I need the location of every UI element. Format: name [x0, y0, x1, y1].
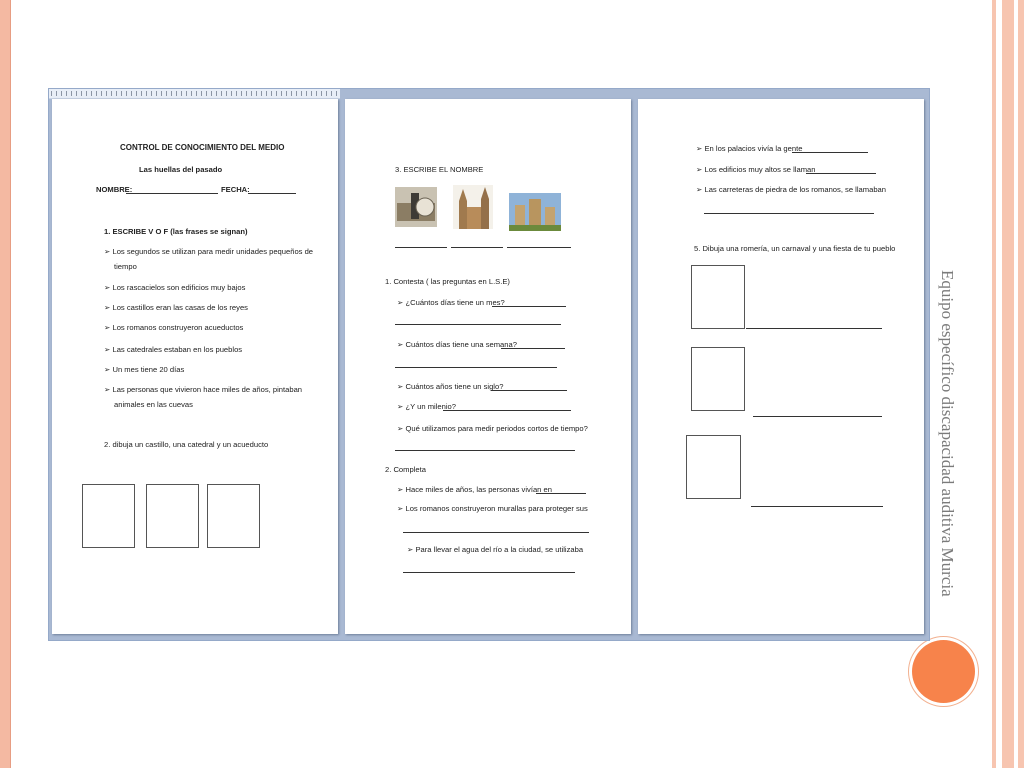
date-line — [248, 193, 296, 194]
list-item: ➢ Los castillos eran las casas de los reyes — [104, 303, 248, 312]
name-label: NOMBRE: — [96, 185, 133, 194]
answer-line — [704, 213, 874, 214]
complete-item: ➢ Para llevar el agua del río a la ciudad, se utilizaba — [407, 545, 584, 554]
answer-line — [746, 328, 882, 329]
question-item: ➢ Cuántos años tiene un siglo? — [397, 382, 504, 391]
page-3 — [638, 99, 924, 634]
answer-line — [753, 416, 882, 417]
complete-item: ➢ Los romanos construyeron murallas para proteger sus — [397, 504, 588, 513]
page-2 — [345, 99, 631, 634]
item-text: Los castillos eran las casas de los reyes — [112, 303, 248, 312]
section-3-heading: 3. ESCRIBE EL NOMBRE — [395, 165, 484, 174]
worksheet-subtitle: Las huellas del pasado — [139, 165, 223, 174]
contesta-heading: 1. Contesta ( las preguntas en L.S.E) — [385, 277, 510, 286]
answer-line — [443, 410, 571, 411]
ruler-ticks — [51, 91, 338, 96]
answer-line — [395, 367, 557, 368]
list-item: ➢ Un mes tiene 20 días — [104, 365, 185, 374]
answer-line — [395, 324, 561, 325]
complete-text: Para llevar el agua del río a la ciudad, se utilizaba — [415, 545, 584, 554]
answer-line — [395, 247, 447, 248]
question-text: Cuántos años tiene un siglo? — [405, 382, 504, 391]
page-1 — [52, 99, 338, 634]
drawing-box-carnaval — [691, 347, 745, 411]
list-item: ➢ Las personas que vivieron hace miles de años, pintaban — [104, 385, 303, 394]
drawing-box-fiesta — [686, 435, 741, 499]
picture-clock — [395, 187, 437, 227]
answer-line — [792, 152, 868, 153]
name-line — [126, 193, 218, 194]
answer-line — [507, 247, 571, 248]
document-screenshot — [48, 88, 930, 641]
date-label: FECHA: — [221, 185, 250, 194]
item-text: Los segundos se utilizan para medir unidades pequeños de — [112, 247, 314, 256]
section-5-heading: 5. Dibuja una romería, un carnaval y una fiesta de tu pueblo — [694, 244, 896, 253]
question-item: ➢ ¿Y un milenio? — [397, 402, 456, 411]
answer-line — [501, 348, 565, 349]
answer-line — [536, 493, 586, 494]
drawing-box-aqueduct — [207, 484, 260, 548]
slide-left-border — [0, 0, 11, 768]
answer-line — [403, 572, 575, 573]
answer-line — [751, 506, 883, 507]
question-text: Qué utilizamos para medir periodos cortos de tiempo? — [405, 424, 588, 433]
item-text: Un mes tiene 20 días — [112, 365, 185, 374]
answer-line — [491, 390, 567, 391]
complete-item: ➢ Hace miles de años, las personas vivían en — [397, 485, 552, 494]
question-item: ➢ ¿Cuántos días tiene un mes? — [397, 298, 505, 307]
item-text: Las catedrales estaban en los pueblos — [112, 345, 243, 354]
item-text-continued: animales en las cuevas — [114, 400, 193, 409]
answer-line — [806, 173, 876, 174]
question-item: ➢ Cuántos días tiene una semana? — [397, 340, 517, 349]
question-text: Cuántos días tiene una semana? — [405, 340, 517, 349]
item-text: Los edificios muy altos se llaman — [704, 165, 816, 174]
picture-castle — [509, 193, 561, 231]
completa-heading: 2. Completa — [385, 465, 426, 474]
answer-line — [395, 450, 575, 451]
drawing-box-castle — [82, 484, 135, 548]
ruler — [49, 89, 340, 99]
decorative-circle — [912, 640, 975, 703]
drawing-box-romeria — [691, 265, 745, 329]
list-item: ➢ En los palacios vivía la gente — [696, 144, 803, 153]
question-text: ¿Y un milenio? — [405, 402, 456, 411]
section-1-heading: 1. ESCRIBE V O F (las frases se signan) — [104, 227, 248, 236]
list-item: ➢ Los rascacielos son edificios muy bajos — [104, 283, 246, 292]
item-text-continued: tiempo — [114, 262, 137, 271]
drawing-box-cathedral — [146, 484, 199, 548]
side-caption: Equipo específico discapacidad auditiva Murcia — [938, 270, 957, 597]
list-item: ➢ Las catedrales estaban en los pueblos — [104, 345, 243, 354]
worksheet-title: CONTROL DE CONOCIMIENTO DEL MEDIO — [120, 143, 285, 152]
list-item: ➢ Los segundos se utilizan para medir unidades pequeños de — [104, 247, 314, 256]
section-2-heading: 2. dibuja un castillo, una catedral y un acueducto — [104, 440, 269, 449]
item-text: Las carreteras de piedra de los romanos, se llamaban — [704, 185, 886, 194]
item-text: En los palacios vivía la gente — [704, 144, 803, 153]
picture-cathedral — [453, 185, 493, 229]
answer-line — [451, 247, 503, 248]
question-text: ¿Cuántos días tiene un mes? — [405, 298, 505, 307]
question-item: ➢ Qué utilizamos para medir periodos cortos de tiempo? — [397, 424, 588, 433]
item-text: Las personas que vivieron hace miles de años, pintaban — [112, 385, 303, 394]
answer-line — [492, 306, 566, 307]
complete-text: Los romanos construyeron murallas para proteger sus — [405, 504, 588, 513]
complete-text: Hace miles de años, las personas vivían en — [405, 485, 552, 494]
item-text: Los romanos construyeron acueductos — [112, 323, 244, 332]
answer-line — [403, 532, 589, 533]
list-item: ➢ Los edificios muy altos se llaman — [696, 165, 816, 174]
list-item: ➢ Los romanos construyeron acueductos — [104, 323, 244, 332]
item-text: Los rascacielos son edificios muy bajos — [112, 283, 246, 292]
list-item: ➢ Las carreteras de piedra de los romanos, se llamaban — [696, 185, 886, 194]
slide-right-stripes — [984, 0, 1024, 768]
